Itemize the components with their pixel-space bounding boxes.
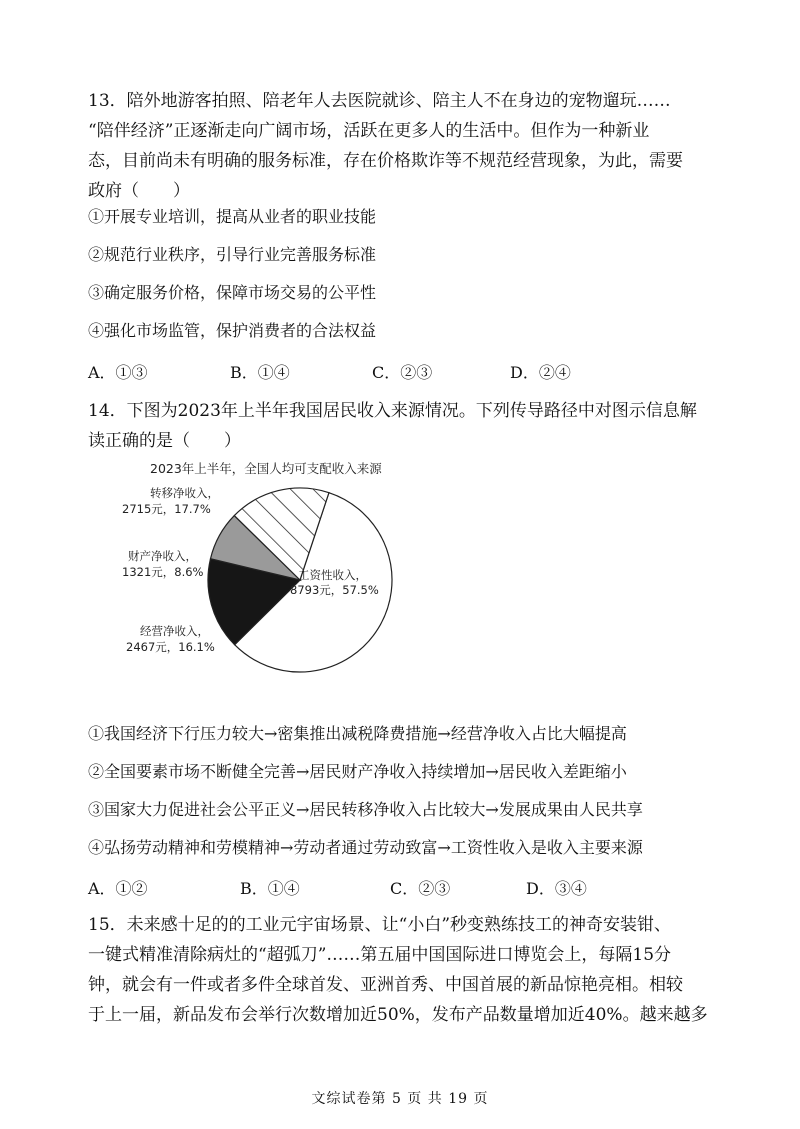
q14-statement-3: ③国家大力促进社会公平正义→居民转移净收入占比较大→发展成果由人民共享: [88, 800, 643, 819]
q14-statement-1: ①我国经济下行压力较大→密集推出减税降费措施→经营净收入占比大幅提高: [88, 724, 627, 743]
question-15-stem: [88, 910, 718, 1030]
slice-value-transfer: 2715元，17.7%: [122, 502, 211, 516]
q14-statement-2: ②全国要素市场不断健全完善→居民财产净收入持续增加→居民收入差距缩小: [88, 762, 627, 781]
slice-label-property: 财产净收入，: [128, 549, 197, 563]
stem-line: 政府（ ）: [88, 181, 190, 201]
stem-line: 态，目前尚未有明确的服务标准，存在价格欺诈等不规范经营现象，为此，需要: [88, 151, 683, 171]
q14-choice-b[interactable]: B．①④: [240, 879, 300, 898]
q13-choice-a[interactable]: A．①③: [88, 363, 148, 382]
chart-title: 2023年上半年，全国人均可支配收入来源: [150, 461, 382, 476]
q13-statement-4: ④强化市场监管，保护消费者的合法权益: [88, 321, 377, 340]
stem-line: 一键式精准清除病灶的“超弧刀”……第五届中国国际进口博览会上，每隔15分: [88, 945, 672, 965]
slice-value-wage: 8793元，57.5%: [290, 583, 379, 597]
income-pie-chart: [120, 455, 420, 695]
q14-statement-4: ④弘扬劳动精神和劳模精神→劳动者通过劳动致富→工资性收入是收入主要来源: [88, 838, 643, 857]
slice-label-business: 经营净收入，: [140, 624, 209, 638]
q13-choice-c[interactable]: C．②③: [372, 363, 433, 382]
question-13-stem: [88, 86, 718, 206]
slice-value-property: 1321元，8.6%: [122, 565, 204, 579]
stem-line: 14．下图为2023年上半年我国居民收入来源情况。下列传导路径中对图示信息解: [88, 401, 697, 421]
stem-line: 读正确的是（ ）: [88, 431, 241, 451]
q14-choice-d[interactable]: D．③④: [526, 879, 587, 898]
slice-value-business: 2467元，16.1%: [126, 640, 215, 654]
stem-line: 13．陪外地游客拍照、陪老年人去医院就诊、陪主人不在身边的宠物遛玩……: [88, 91, 671, 111]
q13-statement-1: ①开展专业培训，提高从业者的职业技能: [88, 207, 377, 226]
q13-choice-d[interactable]: D．②④: [510, 363, 571, 382]
stem-line: “陪伴经济”正逐渐走向广阔市场，活跃在更多人的生活中。但作为一种新业: [88, 121, 650, 141]
stem-line: 钟，就会有一件或者多件全球首发、亚洲首秀、中国首展的新品惊艳亮相。相较: [88, 975, 683, 995]
page-footer: 文综试卷第 5 页 共 19 页: [311, 1091, 489, 1107]
q13-statement-3: ③确定服务价格，保障市场交易的公平性: [88, 283, 377, 302]
stem-line: 15．未来感十足的的工业元宇宙场景、让“小白”秒变熟练技工的神奇安装钳、: [88, 915, 672, 935]
q14-choice-c[interactable]: C．②③: [390, 879, 451, 898]
slice-label-wage: 工资性收入，: [298, 568, 367, 582]
q13-statement-2: ②规范行业秩序，引导行业完善服务标准: [88, 245, 377, 264]
stem-line: 于上一届，新品发布会举行次数增加近50%，发布产品数量增加近40%。越来越多: [88, 1005, 708, 1025]
slice-label-transfer: 转移净收入，: [150, 486, 219, 500]
question-14-stem: [88, 396, 718, 456]
q13-choice-b[interactable]: B．①④: [230, 363, 290, 382]
q14-choice-a[interactable]: A．①②: [88, 879, 148, 898]
